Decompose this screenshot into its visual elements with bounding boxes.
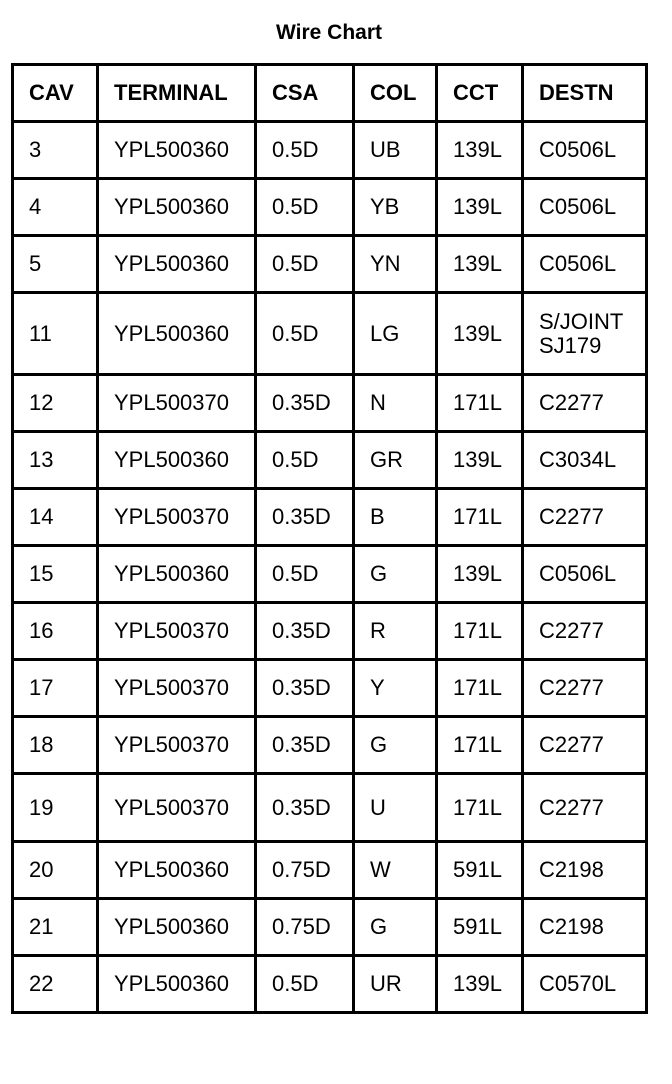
cell-cct: 139L	[437, 546, 523, 603]
cell-terminal: YPL500370	[98, 717, 256, 774]
cell-cav: 5	[13, 236, 98, 293]
destn-line: C2277	[539, 618, 604, 643]
cell-csa: 0.5D	[256, 179, 354, 236]
cell-csa: 0.5D	[256, 122, 354, 179]
cell-csa: 0.75D	[256, 899, 354, 956]
cell-col: YN	[354, 236, 437, 293]
table-row	[13, 293, 647, 375]
cell-terminal: YPL500370	[98, 660, 256, 717]
header-col: COL	[354, 65, 437, 122]
cell-csa: 0.5D	[256, 293, 354, 375]
cell-csa: 0.75D	[256, 842, 354, 899]
cell-destn	[523, 375, 647, 432]
header-terminal: TERMINAL	[98, 65, 256, 122]
destn-line: C2277	[539, 504, 604, 529]
destn-line: C0506L	[539, 194, 617, 219]
table-row	[13, 179, 647, 236]
cell-destn	[523, 179, 647, 236]
cell-cct: 591L	[437, 842, 523, 899]
cell-cct: 139L	[437, 236, 523, 293]
cell-cav: 11	[13, 293, 98, 375]
cell-col: N	[354, 375, 437, 432]
cell-col: YB	[354, 179, 437, 236]
table-row	[13, 774, 647, 842]
table-header-row	[13, 65, 647, 122]
table-row	[13, 956, 647, 1013]
cell-csa: 0.5D	[256, 956, 354, 1013]
wire-chart-table	[11, 63, 648, 1014]
cell-col: Y	[354, 660, 437, 717]
cell-csa: 0.35D	[256, 489, 354, 546]
destn-line: C2277	[539, 732, 604, 757]
cell-col: B	[354, 489, 437, 546]
destn-line: C3034L	[539, 447, 617, 472]
table-row	[13, 660, 647, 717]
cell-csa: 0.5D	[256, 432, 354, 489]
cell-destn	[523, 293, 647, 375]
destn-line: C2198	[539, 857, 604, 882]
cell-cct: 171L	[437, 774, 523, 842]
destn-line: C0506L	[539, 137, 617, 162]
cell-cct: 171L	[437, 660, 523, 717]
cell-terminal: YPL500360	[98, 293, 256, 375]
cell-destn	[523, 236, 647, 293]
cell-cav: 13	[13, 432, 98, 489]
destn-line: C2277	[539, 675, 604, 700]
cell-cav: 16	[13, 603, 98, 660]
destn-line: C2198	[539, 914, 604, 939]
cell-csa: 0.35D	[256, 603, 354, 660]
destn-line: C2277	[539, 794, 604, 820]
cell-cct: 139L	[437, 432, 523, 489]
cell-col: GR	[354, 432, 437, 489]
table-row	[13, 122, 647, 179]
cell-col: W	[354, 842, 437, 899]
cell-terminal: YPL500360	[98, 899, 256, 956]
cell-terminal: YPL500360	[98, 956, 256, 1013]
header-cct: CCT	[437, 65, 523, 122]
cell-cct: 171L	[437, 717, 523, 774]
cell-terminal: YPL500360	[98, 546, 256, 603]
destn-line: SJ179	[539, 332, 602, 358]
cell-cav: 3	[13, 122, 98, 179]
cell-destn	[523, 432, 647, 489]
cell-destn	[523, 842, 647, 899]
cell-destn	[523, 774, 647, 842]
cell-cct: 171L	[437, 489, 523, 546]
cell-destn	[523, 660, 647, 717]
cell-col: UR	[354, 956, 437, 1013]
cell-cav: 15	[13, 546, 98, 603]
cell-terminal: YPL500360	[98, 179, 256, 236]
cell-cct: 139L	[437, 293, 523, 375]
cell-destn	[523, 956, 647, 1013]
header-cav: CAV	[13, 65, 98, 122]
cell-terminal: YPL500360	[98, 122, 256, 179]
destn-line: C0506L	[539, 251, 617, 276]
cell-cav: 12	[13, 375, 98, 432]
cell-csa: 0.35D	[256, 660, 354, 717]
cell-cav: 19	[13, 774, 98, 842]
cell-terminal: YPL500360	[98, 432, 256, 489]
cell-col: LG	[354, 293, 437, 375]
header-csa: CSA	[256, 65, 354, 122]
cell-cav: 14	[13, 489, 98, 546]
table-row	[13, 489, 647, 546]
page-title: Wire Chart	[276, 21, 382, 44]
cell-terminal: YPL500360	[98, 842, 256, 899]
destn-line: C0570L	[539, 971, 617, 996]
cell-csa: 0.5D	[256, 546, 354, 603]
table-body	[13, 122, 647, 1013]
cell-csa: 0.5D	[256, 236, 354, 293]
cell-cav: 20	[13, 842, 98, 899]
table-row	[13, 432, 647, 489]
table-row	[13, 603, 647, 660]
cell-cav: 18	[13, 717, 98, 774]
table-row	[13, 546, 647, 603]
cell-terminal: YPL500360	[98, 236, 256, 293]
destn-line: C2277	[539, 390, 604, 415]
cell-col: G	[354, 717, 437, 774]
table-row	[13, 236, 647, 293]
cell-destn	[523, 899, 647, 956]
cell-destn	[523, 603, 647, 660]
cell-destn	[523, 717, 647, 774]
cell-col: UB	[354, 122, 437, 179]
cell-destn	[523, 122, 647, 179]
cell-csa: 0.35D	[256, 375, 354, 432]
cell-destn	[523, 546, 647, 603]
cell-col: G	[354, 899, 437, 956]
table-row	[13, 899, 647, 956]
destn-line: S/JOINT	[539, 308, 624, 334]
cell-cct: 591L	[437, 899, 523, 956]
cell-cav: 17	[13, 660, 98, 717]
cell-cav: 22	[13, 956, 98, 1013]
cell-cct: 139L	[437, 179, 523, 236]
cell-cct: 171L	[437, 375, 523, 432]
cell-destn	[523, 489, 647, 546]
table-row	[13, 717, 647, 774]
cell-cct: 171L	[437, 603, 523, 660]
header-destn: DESTN	[523, 65, 647, 122]
table-row	[13, 842, 647, 899]
cell-col: G	[354, 546, 437, 603]
cell-csa: 0.35D	[256, 774, 354, 842]
cell-terminal: YPL500370	[98, 489, 256, 546]
cell-terminal: YPL500370	[98, 603, 256, 660]
cell-cct: 139L	[437, 122, 523, 179]
cell-terminal: YPL500370	[98, 774, 256, 842]
cell-cct: 139L	[437, 956, 523, 1013]
cell-col: U	[354, 774, 437, 842]
cell-csa: 0.35D	[256, 717, 354, 774]
cell-terminal: YPL500370	[98, 375, 256, 432]
destn-line: C0506L	[539, 561, 617, 586]
table-row	[13, 375, 647, 432]
cell-col: R	[354, 603, 437, 660]
cell-cav: 4	[13, 179, 98, 236]
cell-cav: 21	[13, 899, 98, 956]
